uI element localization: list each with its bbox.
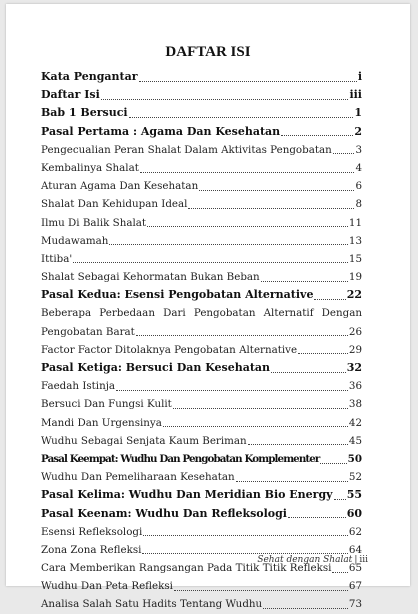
toc-entry-title: Factor Factor Ditolaknya Pengobatan Alternative	[41, 343, 298, 356]
dot-leader	[314, 299, 345, 300]
table-of-contents	[41, 68, 362, 614]
dot-leader	[261, 281, 348, 282]
toc-entry-title: Mandi Dan Urgensinya	[41, 416, 162, 429]
toc-heading-entry[interactable]	[41, 104, 362, 122]
toc-heading-entry[interactable]	[41, 505, 362, 523]
toc-entry-title: Ilmu Di Balik Shalat	[41, 216, 147, 229]
toc-entry-page: 11	[348, 216, 362, 229]
dot-leader	[333, 153, 355, 154]
toc-entry-title: Shalat Sebagai Kehormatan Bukan Beban	[41, 271, 260, 284]
toc-entry-title: Pasal Keenam: Wudhu Dan Refleksologi	[41, 506, 287, 520]
toc-entry-title: Wudhu Dan Peta Refleksi	[41, 580, 173, 593]
toc-heading-entry[interactable]	[41, 286, 362, 304]
toc-entry-title: Cara Memberikan Rangsangan Pada Titik Titik Refleksi	[41, 562, 332, 575]
toc-entry-title: Bab 1 Bersuci	[41, 106, 128, 120]
toc-heading-entry[interactable]	[41, 123, 362, 141]
dot-leader	[147, 226, 348, 227]
dot-leader	[334, 499, 346, 500]
toc-entry-title: Shalat Dan Kehidupan Ideal	[41, 198, 188, 211]
toc-entry-title: Pasal Ketiga: Bersuci Dan Kesehatan	[41, 361, 271, 374]
toc-entry-page: 55	[346, 488, 362, 502]
toc-entry-page: 1	[354, 106, 362, 120]
toc-entry-page: iii	[349, 88, 362, 102]
dot-leader	[174, 590, 348, 591]
footer-page-number: iii	[359, 555, 368, 565]
toc-heading-entry[interactable]	[41, 68, 362, 86]
page-footer	[257, 555, 368, 565]
toc-heading-entry[interactable]	[41, 86, 362, 104]
toc-entry-page: 45	[348, 434, 362, 447]
dot-leader	[140, 172, 355, 173]
toc-entry-page: 52	[348, 471, 362, 484]
toc-entry-page: 60	[346, 506, 362, 520]
toc-entry-page: 64	[348, 543, 362, 556]
toc-entry-page: 4	[355, 161, 362, 174]
toc-entry-page: 50	[347, 452, 362, 465]
toc-entry[interactable]	[41, 414, 362, 432]
dot-leader	[139, 81, 357, 82]
toc-entry[interactable]	[41, 268, 362, 286]
dot-leader	[248, 444, 348, 445]
toc-entry[interactable]	[41, 141, 362, 159]
toc-entry[interactable]	[41, 195, 362, 213]
toc-entry-page: 36	[348, 380, 362, 393]
toc-entry-page: 73	[348, 598, 362, 611]
toc-entry[interactable]	[41, 323, 362, 341]
toc-entry-page: 2	[354, 124, 362, 138]
toc-entry-page: 8	[355, 198, 362, 211]
dot-leader	[73, 262, 348, 263]
toc-entry[interactable]	[41, 214, 362, 232]
footer-book-title: Sehat dengan Shalat	[257, 555, 353, 565]
toc-heading-entry[interactable]	[41, 450, 362, 468]
dot-leader	[101, 99, 349, 100]
dot-leader	[281, 135, 353, 136]
dot-leader	[263, 608, 348, 609]
dot-leader	[320, 463, 346, 464]
toc-entry-title: Pengobatan Barat	[41, 325, 135, 338]
dot-leader	[288, 517, 346, 518]
toc-entry-page: 65	[348, 562, 362, 575]
toc-entry-line: Beberapa Perbedaan Dari Pengobatan Alternatif Dengan	[41, 307, 362, 320]
toc-entry-title: Pengecualian Peran Shalat Dalam Aktivitas Pengobatan	[41, 143, 332, 156]
dot-leader	[173, 408, 348, 409]
toc-entry-page: 13	[348, 234, 362, 247]
toc-heading-entry[interactable]	[41, 486, 362, 504]
toc-entry-page: 38	[348, 398, 362, 411]
toc-entry-title: Wudhu Dan Pemeliharaan Kesehatan	[41, 471, 235, 484]
toc-entry-page: 26	[348, 325, 362, 338]
toc-entry-title: Bersuci Dan Fungsi Kulit	[41, 398, 172, 411]
dot-leader	[298, 353, 348, 354]
dot-leader	[163, 426, 348, 427]
toc-entry-title: Ittiba'	[41, 252, 73, 265]
dot-leader	[143, 535, 348, 536]
toc-entry-title: Pasal Keempat: Wudhu Dan Pengobatan Komplementer	[41, 452, 320, 465]
dot-leader	[116, 390, 348, 391]
toc-entry-title: Aturan Agama Dan Kesehatan	[41, 180, 199, 193]
toc-entry-title: Faedah Istinja	[41, 380, 116, 393]
toc-entry-title: Pasal Pertama : Agama Dan Kesehatan	[41, 124, 281, 138]
toc-entry-page: 19	[348, 271, 362, 284]
dot-leader	[332, 572, 347, 573]
toc-entry-title: Zona Zona Refleksi	[41, 543, 142, 556]
dot-leader	[188, 208, 354, 209]
toc-entry-title: Pasal Kelima: Wudhu Dan Meridian Bio Energy	[41, 488, 333, 502]
toc-entry-title: Daftar Isi	[41, 88, 100, 102]
page-title: DAFTAR ISI	[165, 44, 251, 60]
document-page	[6, 4, 410, 611]
toc-entry-title: Kembalinya Shalat	[41, 161, 139, 174]
toc-entry[interactable]	[41, 232, 362, 250]
toc-entry-page: 29	[348, 343, 362, 356]
toc-entry[interactable]	[41, 432, 362, 450]
toc-entry-title: Analisa Salah Satu Hadits Tentang Wudhu	[41, 598, 263, 611]
footer-separator: |	[354, 555, 358, 565]
toc-entry-page: 15	[348, 252, 362, 265]
toc-entry-page: 3	[355, 143, 362, 156]
toc-entry-title: Esensi Refleksologi	[41, 525, 143, 538]
toc-entry[interactable]	[41, 468, 362, 486]
toc-entry-title: Pasal Kedua: Esensi Pengobatan Alternative	[41, 288, 314, 302]
toc-entry[interactable]	[41, 177, 362, 195]
toc-entry[interactable]	[41, 250, 362, 268]
dot-leader	[271, 372, 346, 373]
dot-leader	[109, 244, 347, 245]
toc-entry-page: 6	[355, 180, 362, 193]
toc-entry-page: 32	[346, 361, 362, 374]
dot-leader	[236, 481, 348, 482]
toc-entry[interactable]	[41, 595, 362, 613]
toc-entry-page: 42	[348, 416, 362, 429]
toc-entry[interactable]	[41, 523, 362, 541]
toc-entry-title: Wudhu Sebagai Senjata Kaum Beriman	[41, 434, 247, 447]
toc-entry-title: Kata Pengantar	[41, 70, 138, 83]
toc-entry-page: 22	[346, 288, 362, 302]
dot-leader	[199, 190, 354, 191]
toc-entry-title: Mudawamah	[41, 234, 109, 247]
toc-entry-page: i	[357, 70, 362, 83]
toc-entry[interactable]	[41, 341, 362, 359]
toc-entry-page: 62	[348, 525, 362, 538]
toc-entry-page: 67	[348, 580, 362, 593]
toc-entry[interactable]	[41, 395, 362, 413]
toc-entry[interactable]	[41, 577, 362, 595]
dot-leader	[136, 335, 348, 336]
toc-entry[interactable]	[41, 377, 362, 395]
dot-leader	[129, 117, 354, 118]
toc-entry[interactable]	[41, 159, 362, 177]
toc-heading-entry[interactable]	[41, 359, 362, 377]
